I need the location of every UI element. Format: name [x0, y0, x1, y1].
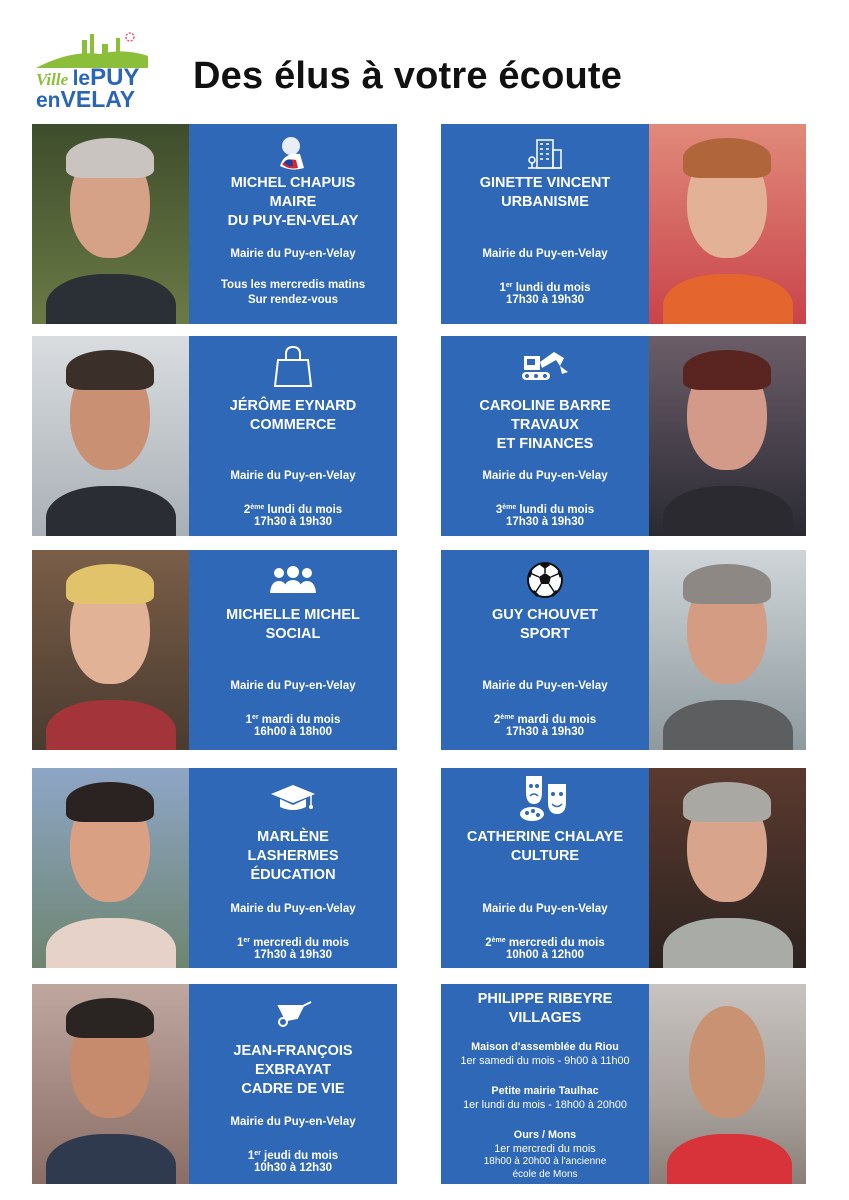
marianne-icon	[189, 136, 397, 172]
excavator-icon	[441, 348, 649, 384]
elu-schedule-time: 10h00 à 12h00	[505, 949, 584, 961]
elu-name: MICHELLE MICHEL SOCIAL	[226, 607, 360, 642]
elu-card	[32, 550, 397, 750]
elu-location: Mairie du Puy-en-Velay	[230, 248, 356, 260]
elu-schedule-day: 3ème lundi du mois	[495, 504, 595, 516]
elu-name: MICHEL CHAPUIS MAIRE DU PUY-EN-VELAY	[227, 175, 359, 229]
elu-schedule-day: 2ème lundi du mois	[243, 504, 343, 516]
building-icon	[441, 136, 649, 172]
elu-card-villages	[441, 984, 806, 1184]
elu-location: Mairie du Puy-en-Velay	[482, 248, 608, 260]
elu-card	[32, 336, 397, 536]
village-place-1-time: 1er samedi du mois - 9h00 à 11h00	[460, 1055, 630, 1067]
elu-name: PHILIPPE RIBEYRE VILLAGES	[477, 991, 613, 1026]
village-place-3: Ours / Mons	[513, 1129, 577, 1141]
elu-schedule-day: 1er lundi du mois	[499, 282, 591, 294]
elu-location: Mairie du Puy-en-Velay	[230, 470, 356, 482]
elu-schedule-day: 2ème mercredi du mois	[485, 937, 605, 949]
elu-schedule-time: 17h30 à 19h30	[253, 516, 332, 528]
soccer-ball-icon	[441, 562, 649, 598]
elu-schedule-day: Tous les mercredis matins	[220, 279, 366, 291]
village-place-2: Petite mairie Taulhac	[491, 1085, 599, 1097]
elu-photo	[649, 768, 806, 968]
elu-info-panel	[441, 336, 649, 536]
elu-card	[32, 124, 397, 324]
elu-info-panel	[189, 984, 397, 1184]
village-place-3-line-2: 18h00 à 20h00 à l'ancienne	[483, 1156, 607, 1167]
elu-info-panel	[441, 984, 649, 1184]
elu-location: Mairie du Puy-en-Velay	[230, 1116, 356, 1128]
elu-card	[32, 768, 397, 968]
elu-schedule-time: 17h30 à 19h30	[505, 294, 584, 306]
elu-name: MARLÈNE LASHERMES ÉDUCATION	[247, 829, 339, 883]
elu-info-panel	[441, 550, 649, 750]
graduation-cap-icon	[189, 780, 397, 816]
elu-photo	[32, 768, 189, 968]
elu-schedule-time: 10h30 à 12h30	[253, 1162, 332, 1174]
elu-card	[441, 550, 806, 750]
elu-schedule-time: 17h30 à 19h30	[505, 726, 584, 738]
elu-name: GUY CHOUVET SPORT	[491, 607, 599, 642]
elu-card	[32, 984, 397, 1184]
city-logo	[30, 28, 155, 110]
elu-location: Mairie du Puy-en-Velay	[230, 903, 356, 915]
elu-photo	[649, 336, 806, 536]
logo-line-2: enVELAY	[36, 86, 136, 112]
elu-location: Mairie du Puy-en-Velay	[482, 470, 608, 482]
elu-photo	[32, 124, 189, 324]
elu-info-panel	[189, 550, 397, 750]
shopping-bag-icon	[189, 348, 397, 384]
elu-schedule-time: 17h30 à 19h30	[505, 516, 584, 528]
elu-name: CAROLINE BARRE TRAVAUX ET FINANCES	[479, 398, 611, 452]
elu-photo	[649, 550, 806, 750]
logo-line-1: Ville lePUY	[36, 64, 140, 91]
elu-info-panel	[441, 768, 649, 968]
elu-name: GINETTE VINCENT URBANISME	[479, 175, 611, 210]
elu-card	[441, 124, 806, 324]
village-place-3-line-1: 1er mercredi du mois	[494, 1143, 596, 1155]
elu-schedule-day: 1er mardi du mois	[245, 714, 341, 726]
page-title: Des élus à votre écoute	[193, 55, 623, 97]
village-place-3-line-3: école de Mons	[512, 1169, 578, 1180]
elu-schedule-time: 16h00 à 18h00	[253, 726, 332, 738]
elu-info-panel	[189, 336, 397, 536]
elu-schedule-time: 17h30 à 19h30	[253, 949, 332, 961]
elu-location: Mairie du Puy-en-Velay	[230, 680, 356, 692]
elu-name: JÉRÔME EYNARD COMMERCE	[229, 398, 357, 433]
village-place-2-time: 1er lundi du mois - 18h00 à 20h00	[463, 1099, 627, 1111]
elu-info-panel	[189, 124, 397, 324]
elu-location: Mairie du Puy-en-Velay	[482, 680, 608, 692]
elu-photo	[32, 550, 189, 750]
elu-name: JEAN-FRANÇOIS EXBRAYAT CADRE DE VIE	[233, 1043, 353, 1097]
village-place-1: Maison d'assemblée du Riou	[471, 1041, 619, 1053]
elu-photo	[32, 336, 189, 536]
elu-photo	[32, 984, 189, 1184]
elu-info-panel	[441, 124, 649, 324]
elu-photo	[649, 984, 806, 1184]
wheelbarrow-icon	[189, 996, 397, 1032]
elu-schedule-day: 2ème mardi du mois	[493, 714, 597, 726]
elu-schedule-day: 1er mercredi du mois	[236, 937, 350, 949]
elu-card	[441, 336, 806, 536]
elu-info-panel	[189, 768, 397, 968]
elu-schedule-time: Sur rendez-vous	[247, 294, 339, 306]
elu-card	[441, 768, 806, 968]
elu-schedule-day: 1er jeudi du mois	[247, 1150, 339, 1162]
elu-location: Mairie du Puy-en-Velay	[482, 903, 608, 915]
elu-photo	[649, 124, 806, 324]
people-group-icon	[189, 562, 397, 598]
theater-masks-icon	[441, 780, 649, 816]
elu-name: CATHERINE CHALAYE CULTURE	[466, 829, 624, 864]
